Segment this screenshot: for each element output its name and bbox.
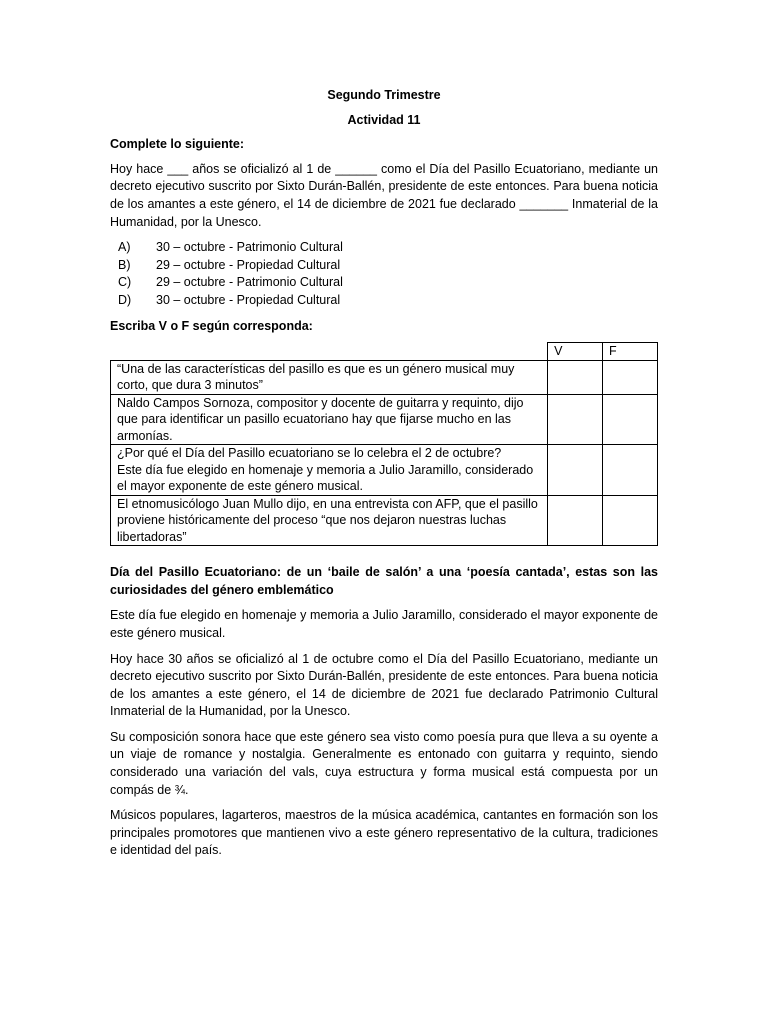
answer-cell-f[interactable] xyxy=(603,360,658,394)
option-text: 30 – octubre - Propiedad Cultural xyxy=(156,292,341,307)
true-false-table xyxy=(110,342,658,546)
table-row xyxy=(111,445,658,496)
option-text: 29 – octubre - Patrimonio Cultural xyxy=(156,275,343,290)
column-header-v: V xyxy=(548,343,603,361)
answer-cell-v[interactable] xyxy=(548,495,603,546)
answer-cell-v[interactable] xyxy=(548,394,603,445)
table-header-empty xyxy=(111,343,548,361)
option-letter: B) xyxy=(118,257,131,272)
complete-paragraph: Hoy hace ___ años se oficializó al 1 de ______ como el Día del Pasillo Ecuatoriano, mediante un decreto ejecutivo suscrito por Sixto Durán-Ballén, presidente de este entonces. Para buena noticia de los amantes a este género, el 14 de diciembre de 2021 fue declarado _______ Inmaterial de la Humanidad, por la Unesco. xyxy=(110,161,658,229)
options-list xyxy=(110,239,658,309)
document-page xyxy=(110,87,658,868)
option-item xyxy=(110,239,658,257)
statement-cell: El etnomusicólogo Juan Mullo dijo, en una entrevista con AFP, que el pasillo proviene históricamente del proceso “que nos dejaron nuestras luchas libertadoras” xyxy=(111,495,548,546)
table-header-row xyxy=(111,343,658,361)
answer-cell-v[interactable] xyxy=(548,445,603,496)
document-subtitle: Segundo Trimestre xyxy=(327,88,441,102)
article-paragraph: Hoy hace 30 años se oficializó al 1 de octubre como el Día del Pasillo Ecuatoriano, mediante un decreto ejecutivo suscrito por Sixto Durán-Ballén, presidente de este entonces. Para buena noticia de los amantes a este género, el 14 de diciembre de 2021 fue declarado Patrimonio Cultural Inmaterial de la Humanidad, por la Unesco. xyxy=(110,651,658,719)
option-item xyxy=(110,292,658,310)
column-header-f: F xyxy=(603,343,658,361)
option-item xyxy=(110,257,658,275)
statement-cell: “Una de las características del pasillo es que es un género musical muy corto, que dura 3 minutos” xyxy=(111,360,548,394)
answer-cell-v[interactable] xyxy=(548,360,603,394)
table-row xyxy=(111,495,658,546)
document-title: Actividad 11 xyxy=(347,112,421,127)
option-letter: A) xyxy=(118,240,131,255)
option-letter: D) xyxy=(118,292,132,307)
option-text: 30 – octubre - Patrimonio Cultural xyxy=(156,240,343,255)
statement-cell: Naldo Campos Sornoza, compositor y docente de guitarra y requinto, dijo que para identificar un pasillo ecuatoriano hay que fijarse mucho en las armonías. xyxy=(111,394,548,445)
option-letter: C) xyxy=(118,275,132,290)
option-item xyxy=(110,274,658,292)
answer-cell-f[interactable] xyxy=(603,495,658,546)
article-paragraph: Este día fue elegido en homenaje y memoria a Julio Jaramillo, considerado el mayor exponente de este género musical. xyxy=(110,608,658,640)
complete-heading: Complete lo siguiente: xyxy=(110,137,245,152)
answer-cell-f[interactable] xyxy=(603,445,658,496)
table-row xyxy=(111,360,658,394)
article-title: Día del Pasillo Ecuatoriano: de un ‘baile de salón’ a una ‘poesía cantada’, estas son las curiosidades del género emblemático xyxy=(110,565,658,597)
answer-cell-f[interactable] xyxy=(603,394,658,445)
article-paragraph: Su composición sonora hace que este género sea visto como poesía pura que lleva a su oyente a un viaje de romance y nostalgia. Generalmente es entonado con guitarra y requinto, siendo considerado una variación del vals, cuya estructura y forma musical está compuesta por un compás de ¾. xyxy=(110,729,658,797)
statement-cell: ¿Por qué el Día del Pasillo ecuatoriano se lo celebra el 2 de octubre? Este día fue elegido en homenaje y memoria a Julio Jaramillo, considerado el mayor exponente de este género musical. xyxy=(111,445,548,496)
vf-heading: Escriba V o F según corresponda: xyxy=(110,318,313,333)
article-paragraph: Músicos populares, lagarteros, maestros de la música académica, cantantes en formación son los principales promotores que mantienen vivo a este género representativo de la cultura, tradiciones e identidad del país. xyxy=(110,808,658,858)
table-row xyxy=(111,394,658,445)
option-text: 29 – octubre - Propiedad Cultural xyxy=(156,257,341,272)
